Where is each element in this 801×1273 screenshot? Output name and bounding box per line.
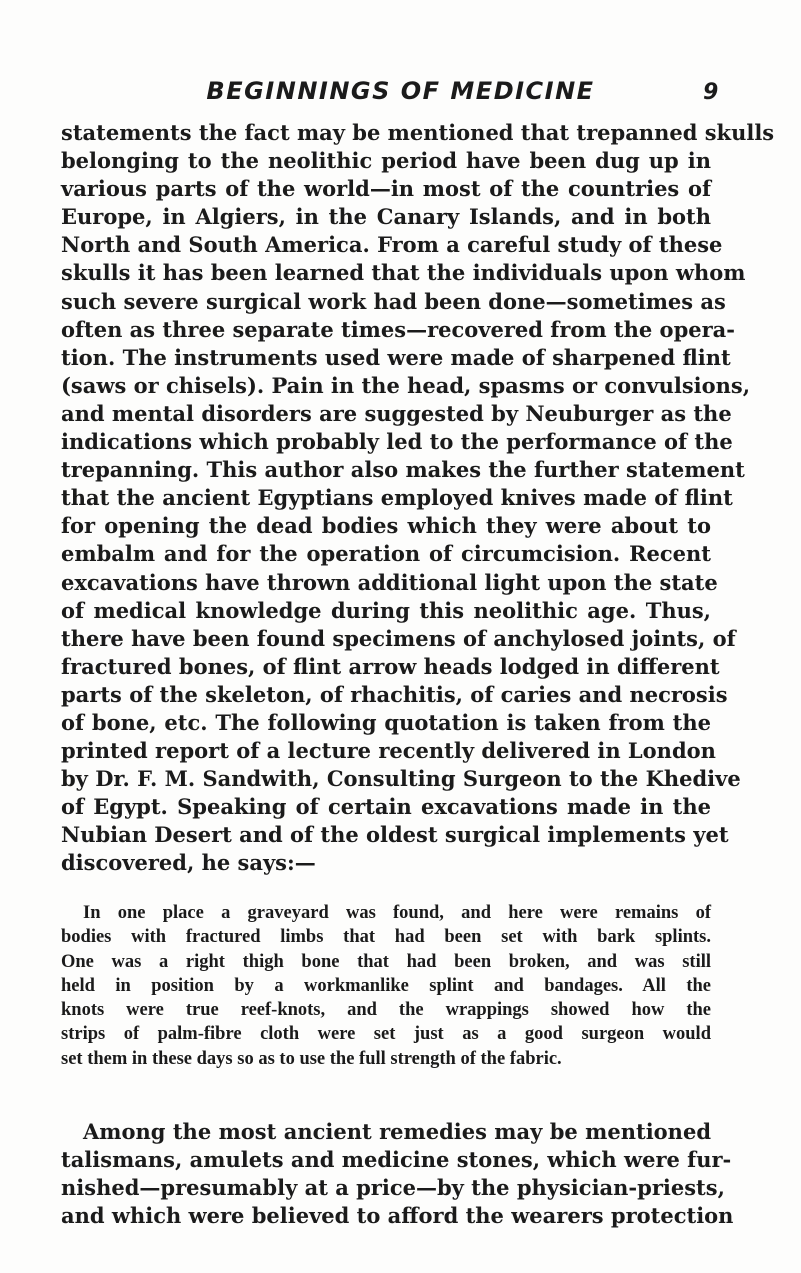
- text-line: nished—presumably at a price—by the physician-priests,: [61, 1175, 725, 1201]
- text-line: various parts of the world—in most of the countries of: [61, 176, 711, 202]
- text-line: there have been found specimens of anchylosed joints, of: [61, 625, 736, 651]
- text-line: such severe surgical work had been done—sometimes as: [61, 288, 726, 314]
- text-line: parts of the skeleton, of rhachitis, of caries and necrosis: [61, 681, 728, 707]
- quote-line: One was a right thigh bone that had been broken, and was still: [61, 951, 711, 972]
- text-line: and which were believed to afford the wearers protection: [61, 1203, 734, 1229]
- quote-line: strips of palm-fibre cloth were set just as a good surgeon would: [61, 1024, 711, 1045]
- text-line: discovered, he says:—: [61, 850, 316, 876]
- text-line: of medical knowledge during this neolithic age. Thus,: [61, 597, 711, 623]
- text-line: fractured bones, of flint arrow heads lodged in different: [61, 653, 720, 679]
- text-line: often as three separate times—recovered from the opera-: [61, 316, 735, 342]
- text-line: of bone, etc. The following quotation is taken from the: [61, 709, 711, 735]
- quote-line: held in position by a workmanlike splint and bandages. All the: [61, 975, 711, 996]
- block-quotation: [61, 901, 711, 1071]
- text-line: belonging to the neolithic period have been dug up in: [61, 148, 711, 174]
- text-line: excavations have thrown additional light upon the state: [61, 569, 718, 595]
- text-line: for opening the dead bodies which they were about to: [61, 513, 711, 539]
- body-paragraph-2: [61, 1118, 734, 1230]
- body-paragraph-1: [61, 119, 775, 878]
- text-line: embalm and for the operation of circumcision. Recent: [61, 541, 711, 567]
- text-line: trepanning. This author also makes the further statement: [61, 457, 745, 483]
- text-line: North and South America. From a careful study of these: [61, 232, 723, 258]
- text-line: Europe, in Algiers, in the Canary Islands, and in both: [61, 204, 711, 230]
- page-number: 9: [703, 80, 719, 105]
- text-line: by Dr. F. M. Sandwith, Consulting Surgeon to the Khedive: [61, 766, 741, 792]
- text-line: Nubian Desert and of the oldest surgical implements yet: [61, 822, 729, 848]
- running-head: [0, 76, 801, 110]
- text-line: printed report of a lecture recently delivered in London: [61, 738, 716, 764]
- running-title: BEGINNINGS OF MEDICINE: [206, 77, 595, 105]
- text-line: and mental disorders are suggested by Neuburger as the: [61, 400, 732, 426]
- text-line: of Egypt. Speaking of certain excavations made in the: [61, 794, 711, 820]
- text-line: Among the most ancient remedies may be mentioned: [83, 1119, 711, 1144]
- text-line: statements the fact may be mentioned that trepanned skulls: [61, 120, 775, 145]
- text-line: skulls it has been learned that the individuals upon whom: [61, 260, 746, 286]
- text-line: indications which probably led to the performance of the: [61, 429, 733, 455]
- quote-line: knots were true reef-knots, and the wrappings showed how the: [61, 1000, 711, 1021]
- text-line: tion. The instruments used were made of sharpened flint: [61, 344, 731, 370]
- quote-line: bodies with fractured limbs that had been set with bark splints.: [61, 927, 711, 948]
- text-line: (saws or chisels). Pain in the head, spasms or convulsions,: [61, 372, 751, 398]
- text-line: that the ancient Egyptians employed knives made of flint: [61, 485, 733, 511]
- quote-line: In one place a graveyard was found, and here were remains of: [83, 903, 711, 923]
- quote-line: set them in these days so as to use the full strength of the fabric.: [61, 1048, 562, 1069]
- text-line: talismans, amulets and medicine stones, which were fur-: [61, 1147, 732, 1173]
